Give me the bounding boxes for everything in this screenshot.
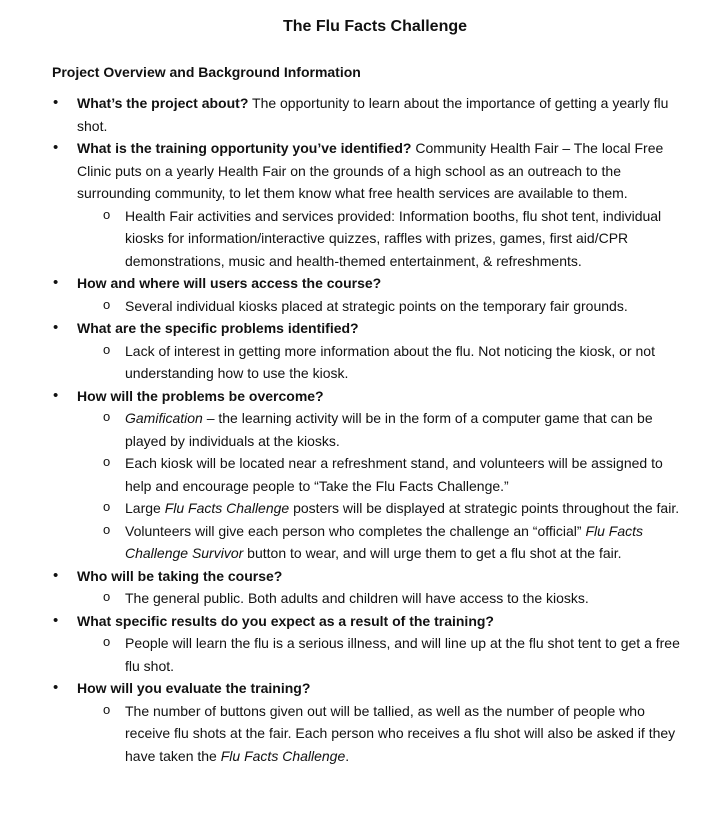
answer-text: The opportunity to learn about the importance of getting a yearly flu shot.	[77, 95, 669, 134]
answer-text: Community Health Fair – The local Free Clinic puts on a yearly Health Fair on the grounds of a high school as an outreach to the surrounding community, to let them know what free health services are available to them.	[77, 140, 664, 201]
sub-text: – the learning activity will be in the form of a computer game that can be played by individuals at the kiosks.	[125, 410, 653, 449]
question-text: How will you evaluate the training?	[77, 680, 311, 696]
question-text: What is the training opportunity you’ve identified?	[77, 140, 412, 156]
sub-list-item	[77, 407, 690, 452]
emphasis-text: Flu Facts Challenge	[164, 500, 290, 516]
list-item	[52, 92, 690, 137]
question-text: How and where will users access the course?	[77, 275, 382, 291]
list-item	[52, 317, 690, 385]
question-text: What specific results do you expect as a result of the training?	[77, 612, 494, 629]
sub-list-item: o Lack of interest in getting more information about the flu. Not noticing the kiosk, or not understanding how to use the kiosk.	[77, 340, 690, 385]
list-item	[52, 385, 690, 565]
question-text: Who will be taking the course?	[77, 567, 283, 584]
sub-list	[77, 587, 690, 610]
question-text: What’s the project about?	[77, 95, 249, 111]
question-text: How will the problems be overcome?	[77, 387, 324, 404]
list-item	[52, 610, 690, 678]
sub-list-item: o People will learn the flu is a serious illness, and will line up at the flu shot tent to get a free flu shot.	[77, 632, 690, 677]
sub-list	[77, 407, 690, 565]
section-heading: Project Overview and Background Information	[52, 64, 361, 80]
list-item	[52, 137, 690, 272]
list-item	[52, 677, 690, 767]
sub-list	[77, 632, 690, 677]
sub-text: Large	[125, 500, 165, 516]
sub-list-item	[77, 497, 690, 520]
emphasis-text: Flu Facts Challenge	[220, 747, 346, 764]
question-text: What are the specific problems identified?	[77, 320, 359, 336]
sub-list	[77, 340, 690, 385]
sub-list	[77, 295, 690, 318]
document-title: The Flu Facts Challenge	[282, 18, 468, 35]
sub-list	[77, 205, 690, 273]
sub-list-item: o Several individual kiosks placed at strategic points on the temporary fair grounds.	[77, 295, 690, 318]
list-item	[52, 565, 690, 610]
sub-text: .	[345, 747, 350, 764]
overview-list	[52, 92, 690, 767]
emphasis-text: Flu Facts Challenge Survivor	[125, 522, 644, 561]
sub-list-item	[77, 700, 690, 768]
sub-text: button to wear, and will urge them to get a flu shot at the fair.	[243, 545, 622, 561]
sub-list-item: o Health Fair activities and services provided: Information booths, flu shot tent, individual kiosks for information/interactive quizzes, raffles with prizes, games, first aid/CPR demonstrations, music and health-themed entertainment, & refreshments.	[77, 205, 690, 273]
sub-text: Volunteers will give each person who completes the challenge an “official”	[125, 522, 586, 539]
sub-text: posters will be displayed at strategic points throughout the fair.	[289, 500, 680, 516]
sub-list-item	[77, 520, 690, 565]
sub-list-item: o Each kiosk will be located near a refreshment stand, and volunteers will be assigned to help and encourage people to “Take the Flu Facts Challenge.”	[77, 452, 690, 497]
emphasis-text: Gamification	[125, 410, 203, 426]
list-item	[52, 272, 690, 317]
sub-list	[77, 700, 690, 768]
sub-text: The number of buttons given out will be tallied, as well as the number of people who receive flu shots at the fair. Each person who receives a flu shot will also be asked if they have taken the	[125, 702, 676, 764]
sub-list-item: o The general public. Both adults and children will have access to the kiosks.	[77, 587, 690, 610]
